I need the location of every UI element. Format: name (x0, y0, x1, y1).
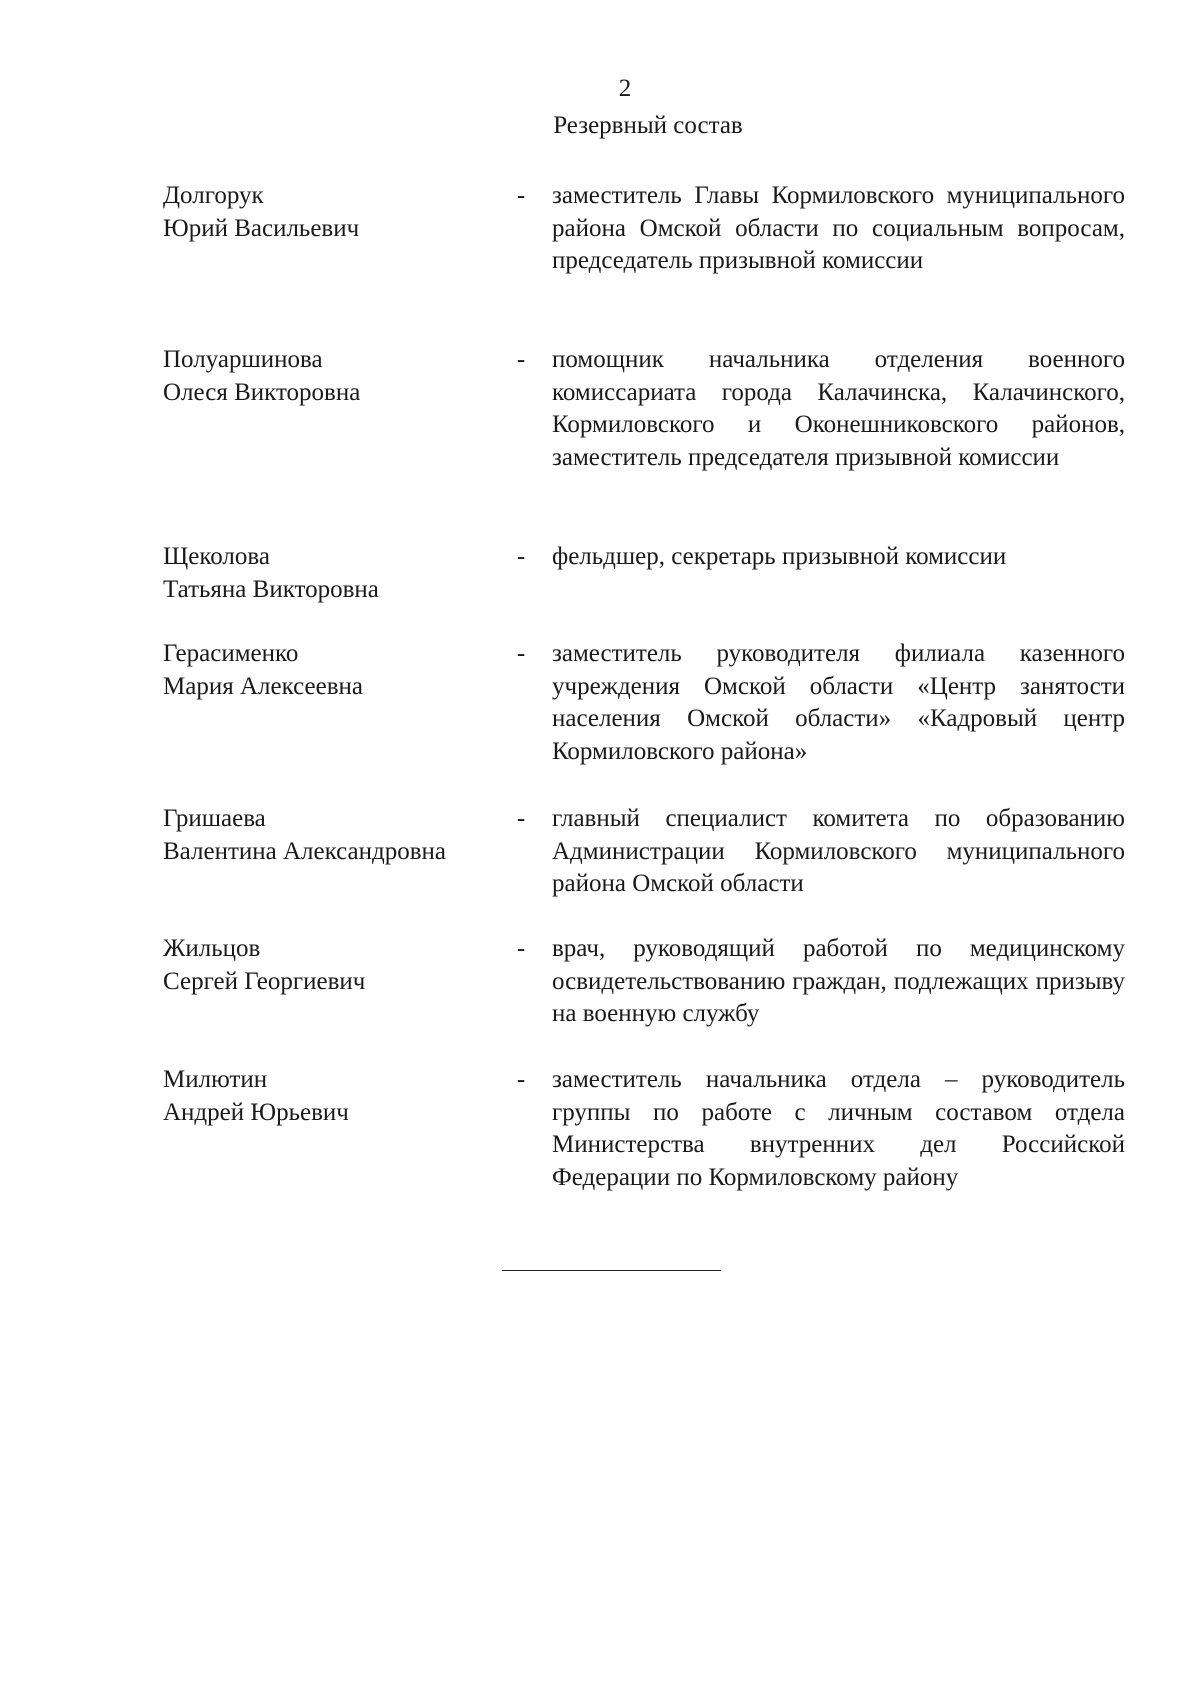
page-number: 2 (618, 75, 632, 102)
member-name (163, 933, 503, 998)
member-surname: Герасименко (163, 640, 299, 667)
member-surname: Щеколова (163, 543, 270, 570)
member-position: помощник начальника отделения военного комиссариата города Калачинска, Калачинского, Кормиловского и Оконешниковского районов, заместитель председателя призывной комиссии (552, 346, 1125, 471)
member-name (163, 344, 503, 409)
entry-dash: - (516, 640, 526, 667)
member-name (163, 180, 503, 245)
entry-dash: - (516, 1066, 526, 1093)
member-position: заместитель начальника отдела – руководитель группы по работе с личным составом отдела Министерства внутренних дел Российской Федерации по Кормиловскому району (552, 1066, 1125, 1191)
section-title: Резервный состав (553, 112, 743, 139)
member-given-names: Мария Алексеевна (163, 672, 363, 700)
member-surname: Жильцов (163, 935, 261, 962)
member-position: главный специалист комитета по образованию Администрации Кормиловского муниципального района Омской области (552, 805, 1125, 897)
member-given-names: Татьяна Викторовна (163, 575, 379, 603)
member-surname: Полуаршинова (163, 346, 323, 373)
member-surname: Долгорук (163, 182, 264, 209)
member-given-names: Валентина Александровна (163, 837, 446, 865)
member-position: заместитель руководителя филиала казенного учреждения Омской области «Центр занятости населения Омской области» «Кадровый центр Кормиловского района» (552, 640, 1125, 765)
entry-dash: - (516, 935, 526, 962)
entry-dash: - (516, 182, 526, 209)
member-name (163, 1064, 503, 1129)
member-position: врач, руководящий работой по медицинскому освидетельствованию граждан, подлежащих призыву на военную службу (552, 935, 1125, 1027)
entry-dash: - (516, 346, 526, 373)
member-given-names: Юрий Васильевич (163, 214, 360, 242)
member-surname: Милютин (163, 1066, 268, 1093)
member-given-names: Олеся Викторовна (163, 378, 361, 406)
member-position: заместитель Главы Кормиловского муниципального района Омской области по социальным вопросам, председатель призывной комиссии (552, 182, 1125, 274)
end-rule (502, 1270, 721, 1271)
member-name (163, 638, 503, 703)
entry-dash: - (516, 805, 526, 832)
member-position: фельдшер, секретарь призывной комиссии (552, 543, 1007, 570)
member-surname: Гришаева (163, 805, 266, 832)
member-given-names: Сергей Георгиевич (163, 967, 366, 995)
entry-dash: - (516, 543, 526, 570)
member-name (163, 541, 503, 606)
member-given-names: Андрей Юрьевич (163, 1098, 349, 1126)
member-name (163, 803, 503, 868)
